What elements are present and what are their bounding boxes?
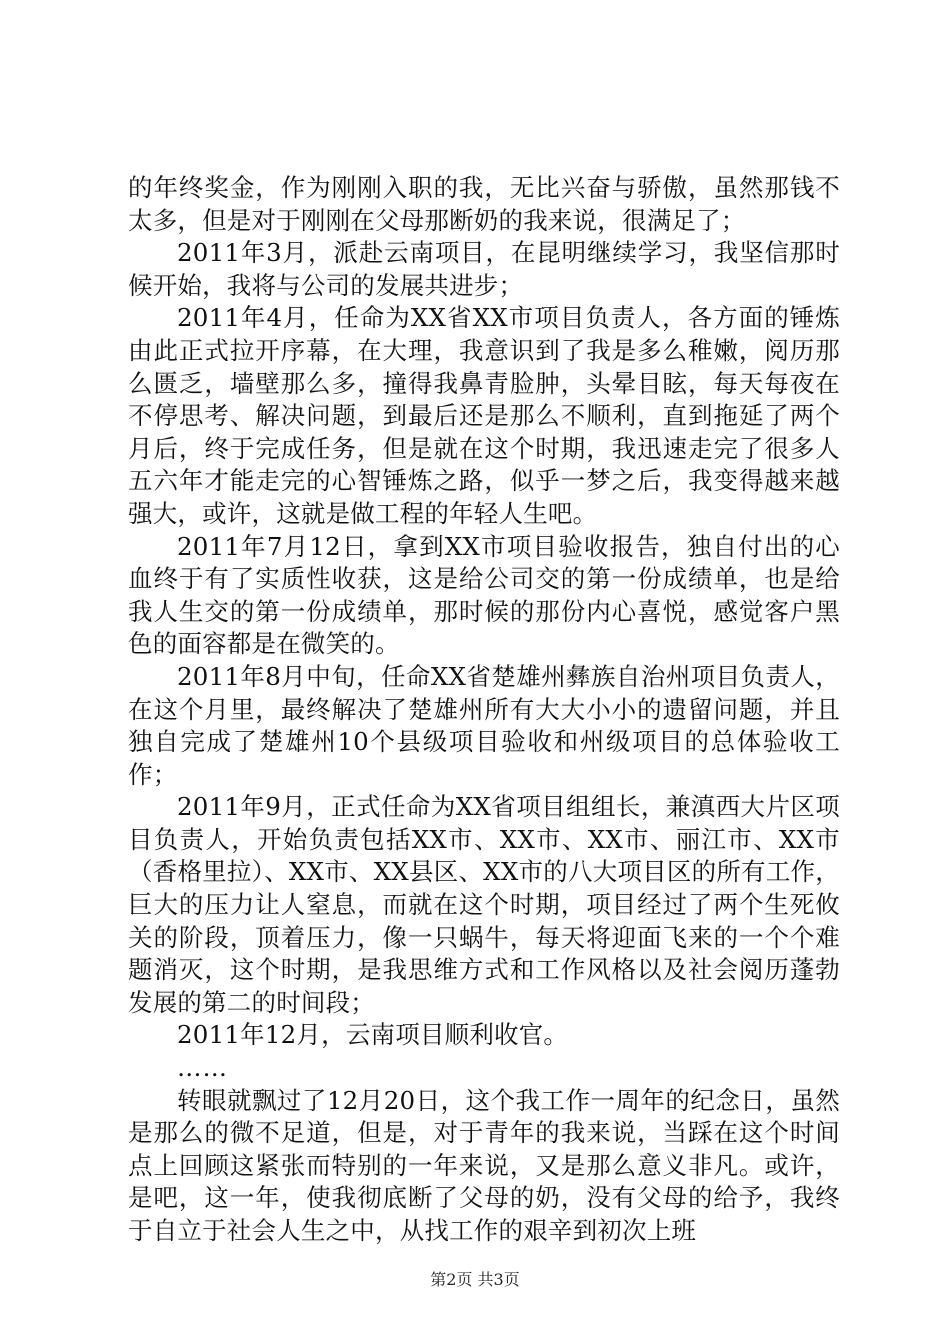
paragraph-march-yunnan: 2011年3月，派赴云南项目，在昆明继续学习，我坚信那时候开始，我将与公司的发展共进步； [128,238,840,300]
paragraph-july-acceptance: 2011年7月12日，拿到XX市项目验收报告，独自付出的心血终于有了实质性收获，这是给公司交的第一份成绩单，也是给我人生交的第一份成绩单，那时候的那份内心喜悦，感觉客户黑色的面容都是在微笑的。 [128,531,840,659]
paragraph-year-end-bonus: 的年终奖金，作为刚刚入职的我，无比兴奋与骄傲，虽然那钱不太多，但是对于刚刚在父母那断奶的我来说，很满足了； [128,173,840,235]
paragraph-august-chuxiong: 2011年8月中旬，任命XX省楚雄州彝族自治州项目负责人，在这个月里，最终解决了楚雄州所有大大小小的遗留问题，并且独自完成了楚雄州10个县级项目验收和州级项目的总体验收工作； [128,661,840,789]
page-footer: 第2页 共3页 [430,1270,520,1289]
paragraph-ellipsis: …… [177,1053,228,1083]
paragraph-september-team-lead: 2011年9月，正式任命为XX省项目组组长，兼滇西大片区项目负责人，开始负责包括XX市、XX市、XX市、丽江市、XX市（香格里拉）、XX市、XX县区、XX市的八大项目区的所有工作，巨大的压力让人窒息，而就在这个时期，项目经过了两个生死攸关的阶段，顶着压力，像一只蜗牛，每天将迎面飞来的一个个难题消灭，这个时期，是我思维方式和工作风格以及社会阅历蓬勃发展的第二的时间段； [128,792,840,1017]
document-body [128,172,840,1248]
paragraph-december-completion: 2011年12月，云南项目顺利收官。 [177,1020,569,1050]
paragraph-april-appointment: 2011年4月，任命为XX省XX市项目负责人，各方面的锤炼由此正式拉开序幕，在大理，我意识到了我是多么稚嫩，阅历那么匮乏，墙壁那么多，撞得我鼻青脸肿，头晕目眩，每天每夜在不停思考、解决问题，到最后还是那么不顺利，直到拖延了两个月后，终于完成任务，但是就在这个时期，我迅速走完了很多人五六年才能走完的心智锤炼之路，似乎一梦之后，我变得越来越强大，或许，这就是做工程的年轻人生吧。 [128,303,840,528]
paragraph-anniversary: 转眼就飘过了12月20日，这个我工作一周年的纪念日，虽然是那么的微不足道，但是，对于青年的我来说，当踩在这个时间点上回顾这紧张而特别的一年来说，又是那么意义非凡。或许，是吧，这一年，使我彻底断了父母的奶，没有父母的给予，我终于自立于社会人生之中，从找工作的艰辛到初次上班 [128,1085,840,1245]
